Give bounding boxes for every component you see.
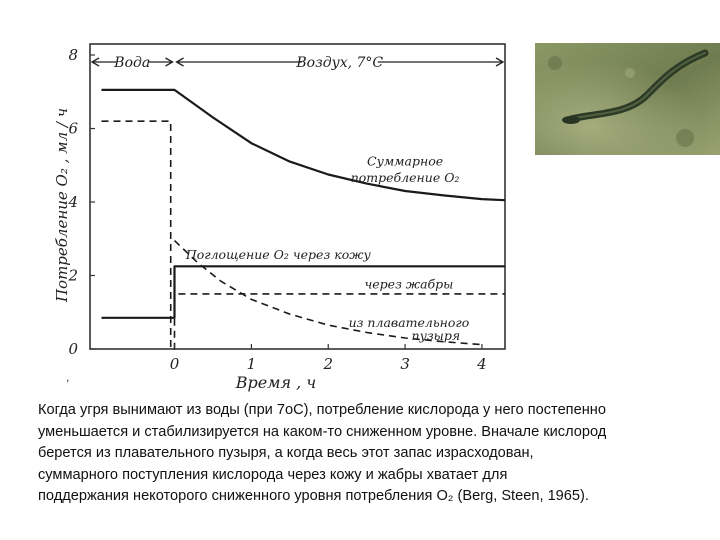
annotation-label: Суммарное — [367, 153, 444, 169]
y-tick-label: 2 — [68, 266, 78, 285]
chart — [40, 30, 510, 395]
series-line-2 — [102, 266, 506, 318]
y-tick-label: 0 — [68, 340, 78, 358]
annotation-label: из плавательного — [348, 314, 470, 330]
series-layer — [102, 90, 506, 349]
x-tick-label: 1 — [246, 355, 257, 373]
eel-photo-icon — [535, 43, 720, 155]
caption-line: берется из плавательного пузыря, а когда весь этот запас израсходован, — [38, 445, 534, 461]
eel-head — [562, 116, 580, 124]
annotation-label: пузыря — [411, 327, 461, 343]
annotation-layer — [185, 153, 469, 343]
y-tick-label: 4 — [68, 193, 78, 212]
x-tick-label: 3 — [400, 355, 410, 373]
y-axis-label: Потребление O₂ , мл / ч — [53, 107, 71, 303]
annotation-label: через жабры — [364, 276, 454, 292]
region-layer — [92, 55, 503, 71]
x-axis-label: Время , ч — [235, 373, 317, 392]
x-tick-label: 0 — [169, 355, 180, 373]
annotation-label: Поглощение O₂ через кожу — [185, 246, 371, 262]
caption-line: поддержания некоторого сниженного уровня потребления O₂ (Berg, Steen, 1965). — [38, 488, 589, 504]
x-tick-label: 2 — [323, 355, 334, 373]
y-tick-label: 8 — [68, 46, 78, 65]
annotation-label: потребление O₂ — [350, 169, 460, 185]
caption — [38, 400, 708, 508]
x-tick-label: 4 — [477, 355, 487, 373]
caption-line: уменьшается и стабилизируется на каком-то сниженном уровне. Вначале кислород — [38, 423, 607, 440]
stray-mark: , — [66, 370, 70, 384]
region-label-1: Воздух, 7°С — [296, 55, 384, 71]
y-tick-label: 6 — [68, 119, 78, 138]
caption-line: суммарного поступления кислорода через кожу и жабры хватает для — [38, 466, 508, 483]
region-label-0: Вода — [114, 55, 151, 71]
caption-line: Когда угря вынимают из воды (при 7оС), потребление кислорода у него постепенно — [38, 402, 606, 418]
